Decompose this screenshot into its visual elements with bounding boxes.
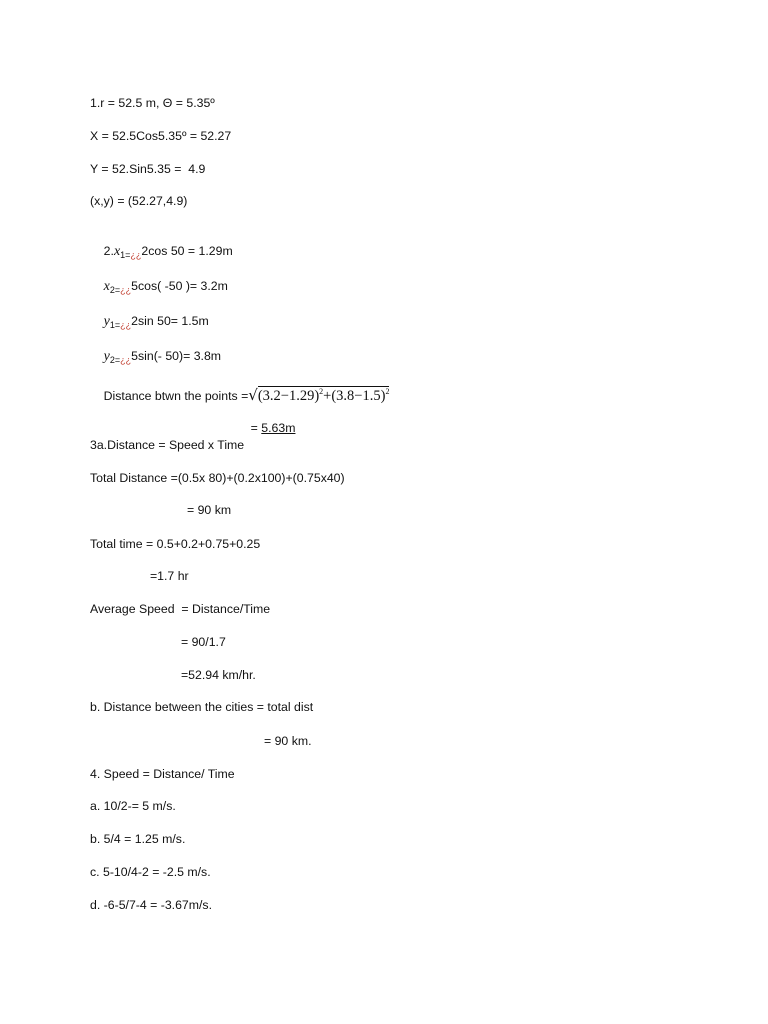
line-4a: a. 10/2-= 5 m/s. — [90, 799, 176, 813]
line-average-speed-result: =52.94 km/hr. — [181, 668, 256, 682]
line-total-distance-result: = 90 km — [187, 503, 232, 517]
line-4d: d. -6-5/7-4 = -3.67m/s. — [90, 898, 212, 912]
line-average-speed: Average Speed = Distance/Time — [90, 602, 271, 616]
prefix: 2. — [103, 244, 114, 258]
line-3b: b. Distance between the cities = total dist — [90, 700, 314, 714]
subscript: 1= — [109, 320, 121, 330]
subscript: 2= — [109, 285, 121, 295]
error-mark: ¿¿ — [130, 250, 142, 260]
line-total-time: Total time = 0.5+0.2+0.75+0.25 — [90, 537, 261, 551]
expr: 2cos 50 = 1.29m — [141, 244, 233, 258]
equals: = — [250, 421, 262, 435]
var-y: y — [103, 314, 110, 329]
expr: 5sin(- 50)= 3.8m — [131, 349, 222, 363]
line-y-calc: Y = 52.Sin5.35 = 4.9 — [90, 162, 206, 176]
subscript: 2= — [109, 355, 121, 365]
line-total-distance: Total Distance =(0.5x 80)+(0.2x100)+(0.75x40) — [90, 471, 345, 485]
expr: 5cos( -50 )= 3.2m — [131, 279, 228, 293]
error-mark: ¿¿ — [120, 285, 132, 295]
line-distance-result — [237, 404, 295, 452]
var-x: x — [103, 279, 110, 294]
error-mark: ¿¿ — [120, 355, 132, 365]
radicand — [258, 386, 390, 404]
var-x: x — [113, 244, 121, 259]
line-xy-result: (x,y) = (52.27,4.9) — [90, 194, 188, 208]
exponent-2: 2 — [385, 387, 390, 396]
line-3b-result: = 90 km. — [264, 734, 312, 748]
radical-sign: √ — [248, 385, 258, 404]
line-4: 4. Speed = Distance/ Time — [90, 767, 235, 781]
var-y: y — [103, 349, 110, 364]
expr: 2sin 50= 1.5m — [131, 314, 209, 328]
distance-value: 5.63m — [261, 421, 296, 435]
term-1: (3.2−1.29) — [257, 387, 320, 404]
line-x-calc: X = 52.5Cos5.35º = 52.27 — [90, 129, 232, 143]
line-average-speed-calc: = 90/1.7 — [181, 635, 226, 649]
line-total-time-result: =1.7 hr — [150, 569, 189, 583]
exponent-1: 2 — [319, 387, 324, 396]
subscript: 1= — [120, 250, 131, 260]
plus-sign: + — [323, 387, 332, 404]
term-2: (3.8−1.5) — [331, 387, 386, 404]
distance-label: Distance btwn the points = — [103, 388, 249, 403]
error-mark: ¿¿ — [120, 320, 132, 330]
line-3a: 3a.Distance = Speed x Time — [90, 438, 245, 452]
line-1-polar: 1.r = 52.5 m, Θ = 5.35º — [90, 96, 215, 110]
line-4c: c. 5-10/4-2 = -2.5 m/s. — [90, 865, 211, 879]
line-4b: b. 5/4 = 1.25 m/s. — [90, 832, 186, 846]
